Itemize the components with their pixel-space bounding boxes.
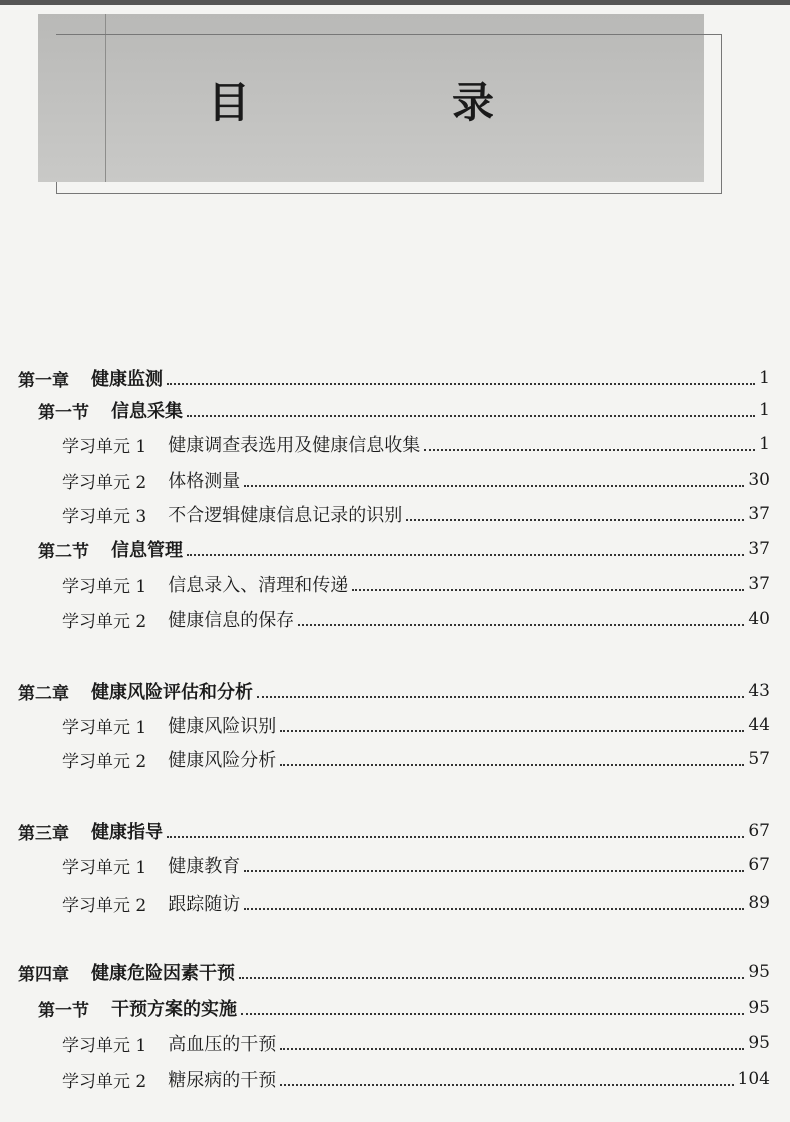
toc-number: 第四章 [18,964,69,985]
toc-title: 健康危险因素干预 [91,963,235,984]
leader-dots [244,890,744,910]
leader-dots [244,467,744,487]
toc-entry[interactable] [18,817,770,845]
toc-title: 信息管理 [111,540,183,561]
leader-dots [257,678,744,698]
toc-page: 43 [748,681,770,701]
leader-dots [187,536,744,556]
toc-number: 学习单元 1 [62,857,147,878]
leader-dots [280,712,744,732]
leader-dots [280,1066,733,1086]
toc-page: 1 [759,434,770,454]
toc-page: 104 [737,1069,770,1089]
toc-title: 健康风险评估和分析 [91,682,253,703]
leader-dots [167,365,755,385]
toc-page: 67 [748,855,770,875]
leader-dots [280,746,744,766]
toc-title: 健康监测 [91,369,163,390]
toc-title: 体格测量 [168,471,241,492]
toc-title: 健康风险分析 [168,750,277,771]
toc-page: 95 [748,998,770,1018]
leader-dots [406,501,744,521]
toc-entry[interactable] [38,994,770,1022]
toc-entry[interactable] [38,535,770,563]
leader-dots [187,397,755,417]
toc-entry[interactable] [62,1029,770,1057]
toc-entry[interactable] [18,677,770,705]
leader-dots [241,995,744,1015]
toc-number: 第一节 [38,1000,89,1021]
toc-page: 89 [748,893,770,913]
toc-page: 40 [748,609,770,629]
toc-entry[interactable] [62,889,770,917]
toc-title: 健康教育 [168,856,241,877]
toc-entry[interactable] [62,851,770,879]
toc-number: 第二节 [38,541,89,562]
toc-page: 95 [748,1033,770,1053]
toc-entry[interactable] [62,1065,770,1093]
leader-dots [352,571,744,591]
leader-dots [280,1030,744,1050]
toc-page: 37 [748,574,770,594]
toc-title: 信息采集 [111,401,183,422]
toc-number: 学习单元 3 [62,506,147,527]
toc-entry[interactable] [18,958,770,986]
leader-dots [244,852,744,872]
toc-entry[interactable] [62,570,770,598]
toc-number: 学习单元 2 [62,895,147,916]
toc-number: 学习单元 2 [62,611,147,632]
toc-title: 不合逻辑健康信息记录的识别 [168,505,403,526]
toc-number: 学习单元 1 [62,576,147,597]
toc-number: 第三章 [18,823,69,844]
toc-title: 健康信息的保存 [168,610,295,631]
toc-title: 健康指导 [91,822,163,843]
toc-page: 57 [748,749,770,769]
toc-entry[interactable] [62,466,770,494]
toc-title: 高血压的干预 [168,1034,277,1055]
toc-page: 95 [748,962,770,982]
toc-number: 第一节 [38,402,89,423]
toc-page: 37 [748,539,770,559]
leader-dots [424,431,755,451]
toc-title: 糖尿病的干预 [168,1070,277,1091]
page-title: 目 录 [207,78,574,127]
toc-page: 1 [759,368,770,388]
toc-number: 学习单元 2 [62,472,147,493]
toc-number: 学习单元 1 [62,1035,147,1056]
toc-title: 健康风险识别 [168,716,277,737]
toc-title: 健康调查表选用及健康信息收集 [168,435,421,456]
toc-number: 学习单元 1 [62,717,147,738]
toc-page: 67 [748,821,770,841]
toc-entry[interactable] [62,745,770,773]
toc-number: 学习单元 1 [62,436,147,457]
toc-page: 37 [748,504,770,524]
toc-title: 干预方案的实施 [111,999,237,1020]
toc-title: 信息录入、清理和传递 [168,575,349,596]
toc-title: 跟踪随访 [168,894,241,915]
toc-number: 学习单元 2 [62,751,147,772]
toc-number: 学习单元 2 [62,1071,147,1092]
toc-entry[interactable] [62,430,770,458]
toc-entry[interactable] [62,711,770,739]
toc-entry[interactable] [62,500,770,528]
leader-dots [298,606,744,626]
toc-number: 第一章 [18,370,69,391]
toc-page: 30 [748,470,770,490]
toc-number: 第二章 [18,683,69,704]
toc-page: 1 [759,400,770,420]
leader-dots [167,818,744,838]
toc-entry[interactable] [62,605,770,633]
toc-entry[interactable] [18,364,770,392]
leader-dots [239,959,744,979]
toc-entry[interactable] [38,396,770,424]
toc-page: 44 [748,715,770,735]
